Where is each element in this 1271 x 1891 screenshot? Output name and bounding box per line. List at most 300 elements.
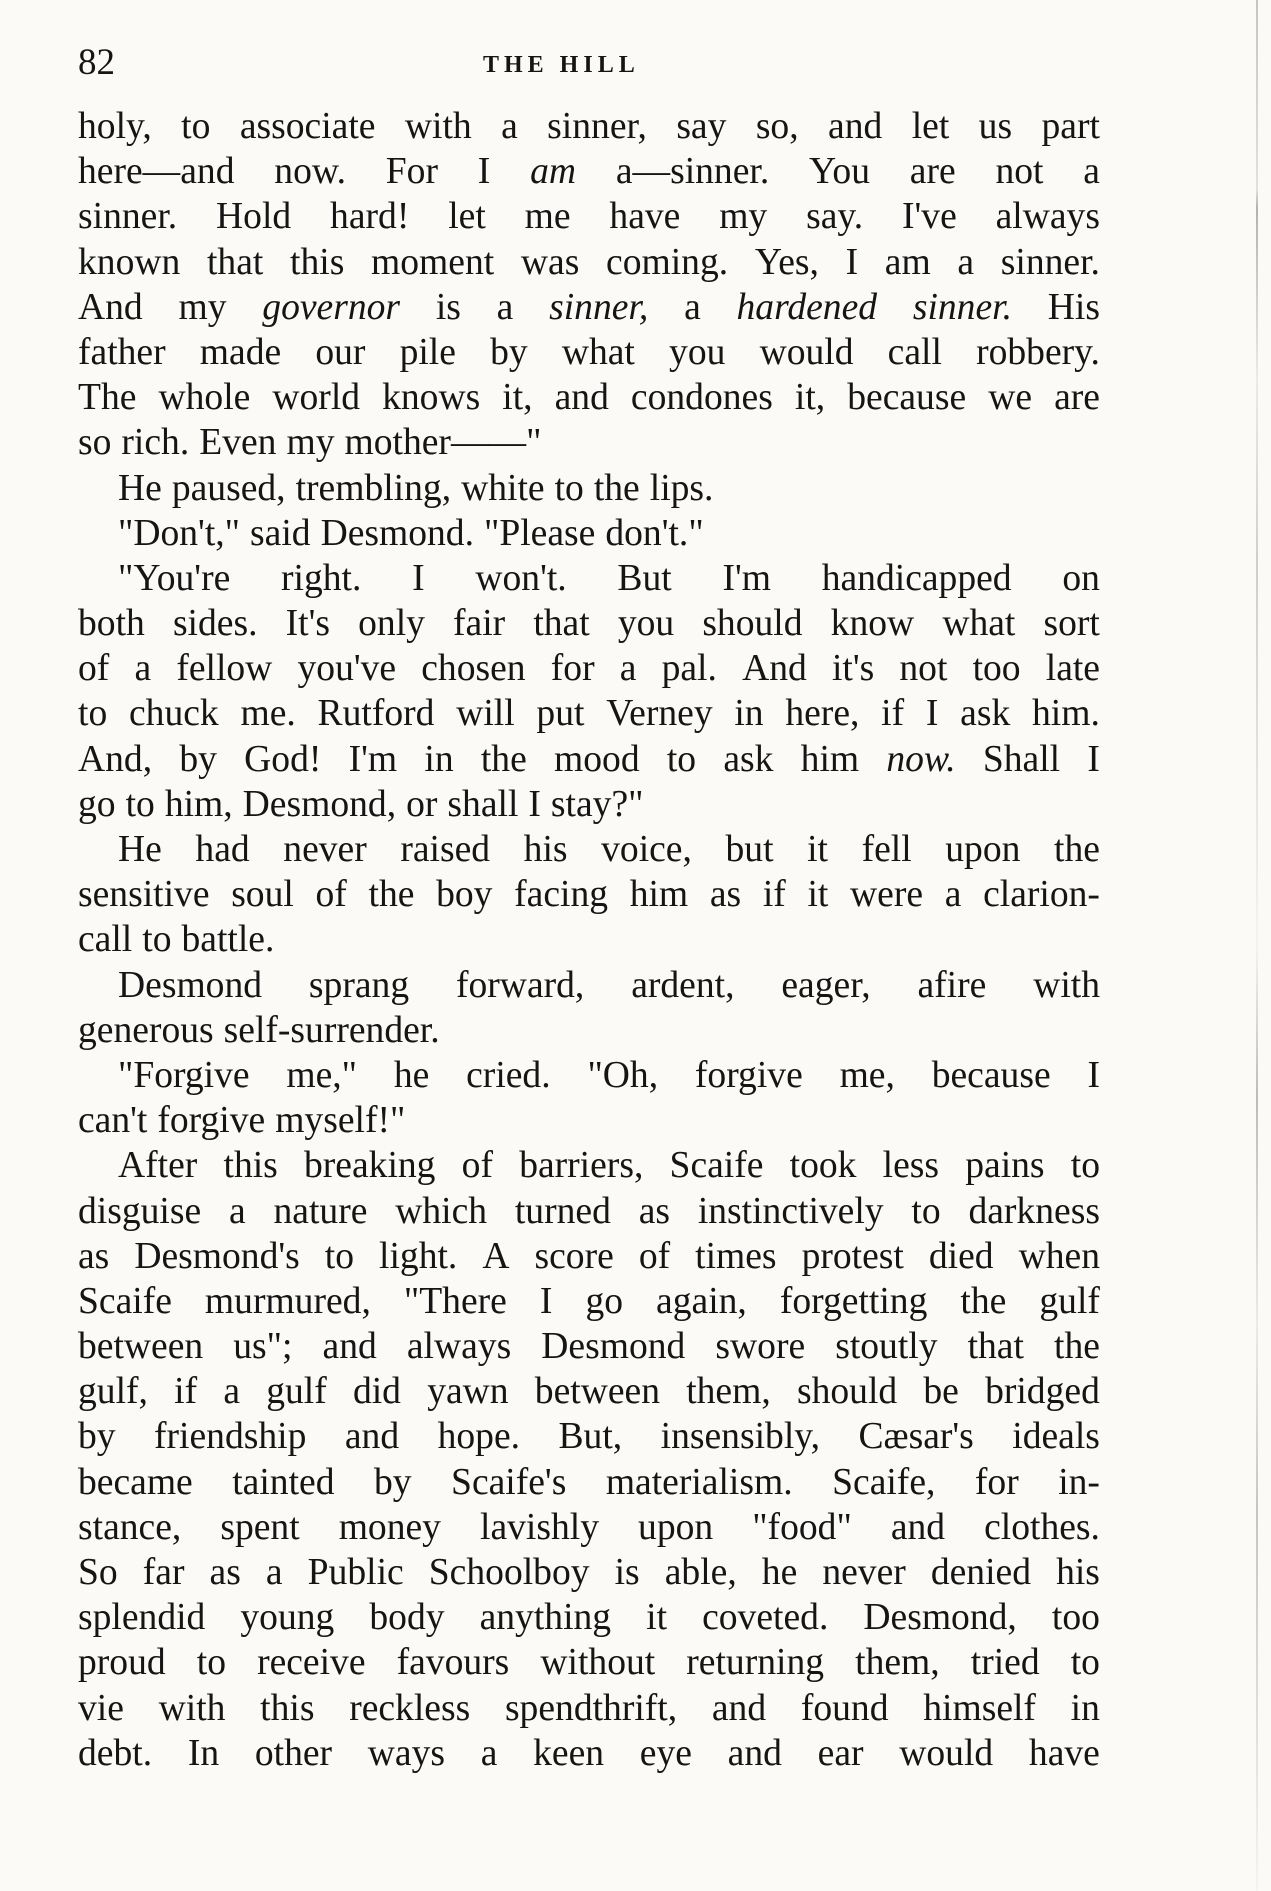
word: I [528, 783, 541, 825]
word: his [1056, 1552, 1100, 1593]
word: disguise [78, 1190, 202, 1232]
word: I [1087, 738, 1100, 780]
word: to [554, 467, 584, 509]
word: lavishly [480, 1506, 599, 1548]
word: go [585, 1280, 624, 1322]
word: fair [453, 603, 506, 645]
word: when [1018, 1235, 1100, 1277]
word: a [619, 648, 637, 690]
word: sides. [172, 603, 258, 645]
word: he [761, 1552, 798, 1593]
word: now. [886, 738, 956, 780]
word: to [666, 738, 697, 780]
word: known [78, 241, 181, 283]
word: never [822, 1552, 906, 1593]
word: should [702, 603, 803, 645]
text-line [78, 601, 1100, 646]
word: here, [785, 693, 860, 735]
word: of [461, 1145, 493, 1187]
word: which [395, 1190, 488, 1232]
word: condones [630, 377, 773, 419]
word: receive [257, 1642, 366, 1684]
word: And, [78, 738, 153, 780]
word: put [536, 693, 585, 735]
word: to [1070, 1642, 1100, 1684]
word: self-surrender. [223, 1009, 440, 1051]
word: and [727, 1732, 782, 1774]
word: favours [396, 1642, 510, 1684]
word: barriers, [519, 1145, 644, 1187]
word: "Forgive [118, 1054, 250, 1096]
word: and [890, 1506, 946, 1548]
word: reckless [349, 1687, 471, 1729]
text-line [78, 104, 1100, 149]
word: sprang [308, 964, 410, 1006]
word: rich. [121, 422, 190, 464]
word: be [923, 1371, 959, 1413]
word: because [847, 377, 967, 419]
word: cried. [466, 1054, 551, 1096]
word: became [78, 1461, 193, 1503]
word: soul [231, 874, 294, 916]
word: him, [164, 783, 233, 825]
word: for [550, 648, 595, 690]
word: this [290, 241, 345, 283]
word: are [909, 151, 956, 193]
word: found [800, 1687, 889, 1729]
word: eye [639, 1732, 692, 1774]
text-line [78, 1686, 1100, 1731]
word: we [988, 377, 1033, 419]
text-line [78, 1279, 1100, 1324]
word: the [480, 738, 527, 780]
word: world [272, 377, 361, 419]
word: so, [755, 106, 799, 147]
word: Public [307, 1552, 404, 1593]
word: I [925, 693, 939, 735]
word: let [448, 196, 486, 238]
word: trembling, [295, 467, 452, 509]
word: to [196, 1642, 226, 1684]
word: by [373, 1461, 412, 1503]
word: should [796, 1371, 898, 1413]
word: eager, [781, 964, 871, 1006]
word: it, [794, 377, 826, 419]
text-line [78, 330, 1100, 375]
word: always [406, 1326, 512, 1368]
word: in- [1058, 1461, 1100, 1503]
word: in [734, 693, 764, 735]
word: debt. [78, 1732, 153, 1774]
word: not [995, 151, 1044, 193]
word: have [1028, 1732, 1100, 1774]
word: voice, [601, 829, 692, 870]
text-line [78, 1731, 1100, 1776]
word: splendid [78, 1597, 206, 1639]
word: "food" [752, 1506, 852, 1548]
word: ways [367, 1732, 446, 1774]
word: mood [554, 738, 640, 780]
text-line [78, 1505, 1100, 1550]
word: the [960, 1280, 1007, 1322]
word: say. [806, 196, 864, 238]
word: too [1051, 1597, 1100, 1639]
word: between [78, 1326, 204, 1368]
word: and [554, 377, 609, 419]
word: them, [686, 1371, 771, 1413]
word: won't. [475, 557, 567, 599]
text-line [78, 285, 1100, 330]
word: a [501, 106, 518, 147]
word: Shall [982, 738, 1061, 780]
text-line [78, 1189, 1100, 1234]
word: him [629, 874, 689, 916]
word: governor [262, 286, 401, 328]
word: Desmond's [134, 1235, 300, 1277]
word: part [1041, 106, 1100, 147]
word: a [1083, 151, 1100, 193]
word: facing [514, 874, 609, 916]
word: am [530, 151, 577, 193]
word: made [199, 331, 282, 373]
word: am [884, 241, 931, 283]
word: sensitive [78, 874, 210, 916]
word: young [240, 1597, 335, 1639]
word: After [118, 1145, 198, 1187]
word: Hold [216, 196, 292, 238]
word: Desmond, [863, 1597, 1017, 1639]
word: His [1047, 286, 1100, 328]
word: he [393, 1054, 430, 1096]
word: by [179, 738, 217, 780]
word: "There [403, 1280, 507, 1322]
word: with [158, 1687, 226, 1729]
word: always [995, 196, 1100, 238]
word: and [711, 1687, 767, 1729]
word: instinctively [697, 1190, 884, 1232]
word: far [142, 1552, 185, 1593]
word: I'm [722, 557, 771, 599]
word: me," [286, 1054, 358, 1096]
word: if [174, 1371, 198, 1413]
word: a [957, 241, 975, 283]
word: you've [297, 648, 397, 690]
running-title: THE HILL [483, 52, 640, 78]
text-line [78, 691, 1100, 736]
word: protest [801, 1235, 904, 1277]
word: stoutly [835, 1326, 938, 1368]
word: gulf [266, 1371, 327, 1413]
word: as [709, 874, 742, 916]
word: as [209, 1552, 241, 1593]
word: never [283, 829, 367, 870]
word: mother——" [344, 422, 542, 464]
word: for [974, 1461, 1019, 1503]
word: my [178, 286, 227, 328]
word: us"; [233, 1326, 293, 1368]
word: returning [686, 1642, 825, 1684]
word: me. [240, 693, 296, 735]
word: a—sinner. [615, 151, 770, 193]
word: I've [902, 196, 957, 238]
word: it [646, 1597, 668, 1639]
word: spent [220, 1506, 300, 1548]
word: it [807, 829, 828, 870]
word: ask [960, 693, 1011, 735]
word: sinner. [78, 196, 178, 238]
word: tried [970, 1642, 1040, 1684]
word: you [669, 331, 726, 373]
word: Schoolboy [428, 1552, 590, 1593]
text-line [78, 556, 1100, 601]
word: yawn [427, 1371, 509, 1413]
word: fell [861, 829, 912, 870]
word: as [78, 1235, 110, 1277]
word: pile [399, 331, 456, 373]
word: what [561, 331, 635, 373]
word: without [540, 1642, 656, 1684]
word: ardent, [631, 964, 735, 1006]
word: spendthrift, [504, 1687, 678, 1729]
word: hard! [330, 196, 410, 238]
word: But [617, 557, 672, 599]
text-line [78, 782, 1100, 827]
text-line [78, 1460, 1100, 1505]
word: Verney [606, 693, 713, 735]
word: I [845, 241, 859, 283]
page-edge [1256, 0, 1258, 1891]
word: between [534, 1371, 660, 1413]
word: only [358, 603, 425, 645]
word: by [78, 1416, 116, 1458]
word: score [534, 1235, 614, 1277]
text-line [78, 1369, 1100, 1414]
word: He [118, 467, 162, 509]
word: call [887, 331, 942, 373]
text-line [78, 917, 1100, 962]
word: father [78, 331, 166, 373]
word: I [539, 1280, 553, 1322]
word: the [1054, 829, 1100, 870]
word: it's [831, 648, 875, 690]
word: because [931, 1054, 1051, 1096]
word: He [118, 829, 162, 870]
word: of [638, 1235, 671, 1277]
word: Yes, [754, 241, 819, 283]
word: to [125, 783, 155, 825]
text-line [78, 646, 1100, 691]
word: "Please [484, 512, 596, 554]
word: And [78, 286, 143, 328]
word: to [911, 1190, 941, 1232]
word: again, [656, 1280, 747, 1322]
word: a [684, 286, 701, 328]
body-text [78, 104, 1100, 1776]
text-line [78, 1414, 1100, 1459]
word: A [482, 1235, 510, 1277]
word: sinner. [912, 286, 1013, 328]
word: white [461, 467, 545, 509]
text-line [78, 420, 1100, 465]
word: my [719, 196, 768, 238]
word: but [725, 829, 774, 870]
word: this [260, 1687, 315, 1729]
word: Scaife, [832, 1461, 936, 1503]
word: the [593, 467, 640, 509]
page-header [78, 38, 1100, 88]
word: stance, [78, 1506, 182, 1548]
word: his [523, 829, 568, 870]
page-number: 82 [78, 42, 115, 83]
word: us [978, 106, 1013, 147]
word: had [195, 829, 250, 870]
word: myself!" [275, 1100, 406, 1142]
word: boy [436, 874, 493, 916]
word: this [223, 1145, 278, 1187]
text-line [78, 240, 1100, 285]
word: murmured, [204, 1280, 371, 1322]
word: "Don't," [118, 512, 241, 554]
word: The [78, 377, 137, 419]
word: if [762, 874, 786, 916]
word: on [1062, 557, 1100, 599]
word: shall [447, 783, 519, 825]
word: you [617, 603, 675, 645]
word: holy, [78, 106, 152, 147]
word: Scaife [78, 1280, 172, 1322]
word: say [676, 106, 727, 147]
word: that [533, 603, 590, 645]
word: would [899, 1732, 994, 1774]
word: associate [239, 106, 376, 147]
word: right. [281, 557, 362, 599]
word: hardened [736, 286, 878, 328]
word: them, [855, 1642, 940, 1684]
word: ideals [1012, 1416, 1100, 1458]
word: generous [78, 1009, 214, 1051]
word: raised [400, 829, 491, 870]
word: my [286, 422, 335, 464]
word: can't [78, 1100, 148, 1142]
word: denied [930, 1552, 1032, 1593]
word: the [368, 874, 415, 916]
word: keen [533, 1732, 605, 1774]
word: Even [199, 422, 277, 464]
text-line [78, 1324, 1100, 1369]
word: "You're [118, 557, 231, 599]
word: stay?" [550, 783, 644, 825]
word: died [928, 1235, 994, 1277]
word: Desmond [541, 1326, 686, 1368]
word: sinner. [1000, 241, 1100, 283]
word: pal. [661, 648, 717, 690]
word: tainted [232, 1461, 335, 1503]
word: a [265, 1552, 283, 1593]
word: handicapped [821, 557, 1012, 599]
word: himself [923, 1687, 1036, 1729]
word: nature [273, 1190, 368, 1232]
word: clothes. [984, 1506, 1100, 1548]
word: I [412, 557, 425, 599]
word: robbery. [976, 331, 1100, 373]
word: took [789, 1145, 857, 1187]
text-line [78, 737, 1100, 782]
word: both [78, 603, 145, 645]
word: me [524, 196, 571, 238]
word: forward, [455, 964, 585, 1006]
word: not [899, 648, 948, 690]
word: me, [839, 1054, 895, 1096]
text-line [78, 1008, 1100, 1053]
word: by [490, 331, 528, 373]
word: in [424, 738, 454, 780]
word: I [1087, 1054, 1100, 1096]
word: our [315, 331, 366, 373]
text-line [78, 1640, 1100, 1685]
word: coveted. [702, 1597, 829, 1639]
word: here—and [78, 151, 235, 193]
text-line [78, 1143, 1100, 1188]
word: knows [382, 377, 481, 419]
word: him [800, 738, 860, 780]
word: don't." [605, 512, 704, 554]
word: turned [514, 1190, 611, 1232]
text-line [78, 963, 1100, 1008]
word: know [830, 603, 915, 645]
word: to [142, 919, 172, 961]
text-line [78, 872, 1100, 917]
word: of [78, 648, 110, 690]
word: it, [502, 377, 533, 419]
word: But, [558, 1416, 623, 1458]
word: was [520, 241, 580, 283]
text-line [78, 1098, 1100, 1143]
word: In [187, 1732, 220, 1774]
word: of [315, 874, 347, 916]
text-line [78, 1053, 1100, 1098]
word: Desmond. [320, 512, 474, 554]
text-line [78, 194, 1100, 239]
word: Scaife's [451, 1461, 567, 1503]
word: a [229, 1190, 246, 1232]
word: with [1033, 964, 1100, 1006]
word: breaking [304, 1145, 436, 1187]
word: lips. [649, 467, 714, 509]
word: in [1070, 1687, 1100, 1729]
word: a [496, 286, 514, 328]
word: that [967, 1326, 1024, 1368]
word: coming. [606, 241, 729, 283]
word: go [78, 783, 116, 825]
word: So [78, 1552, 118, 1593]
word: For [385, 151, 438, 193]
word: upon [945, 829, 1021, 870]
word: a [223, 1371, 240, 1413]
word: were [850, 874, 924, 916]
word: too [972, 648, 1021, 690]
word: forgive [157, 1100, 266, 1142]
word: and [322, 1326, 377, 1368]
word: would [759, 331, 854, 373]
word: moment [371, 241, 495, 283]
word: as [638, 1190, 670, 1232]
word: that [206, 241, 264, 283]
word: or [406, 783, 438, 825]
word: bridged [985, 1371, 1100, 1413]
word: chosen [421, 648, 526, 690]
word: anything [479, 1597, 612, 1639]
word: to [324, 1235, 355, 1277]
